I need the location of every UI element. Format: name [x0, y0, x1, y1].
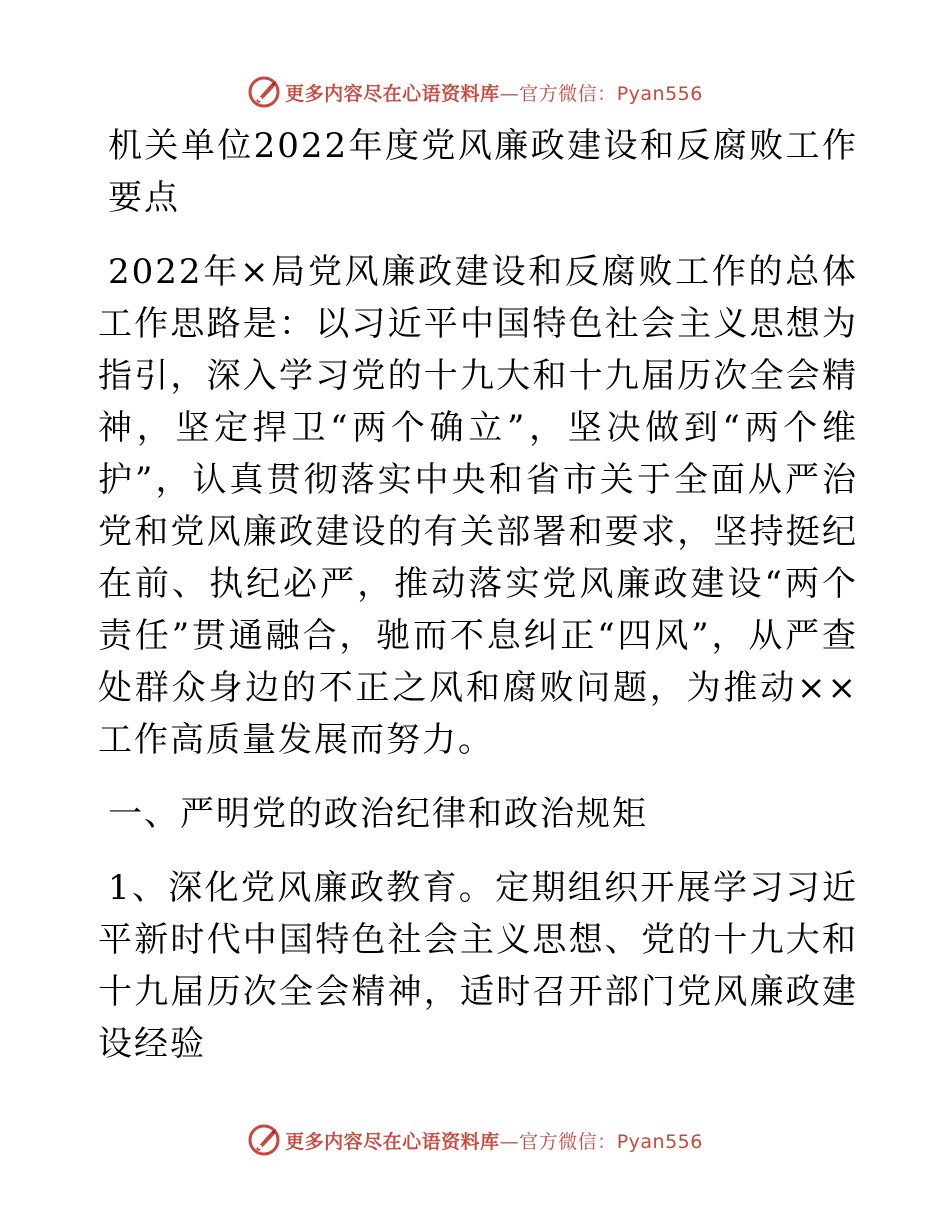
document-title: 机关单位2022年度党风廉政建设和反腐败工作要点: [108, 126, 858, 218]
watermark-banner-top: [0, 70, 950, 114]
quill-pen-logo-icon: [247, 1123, 281, 1157]
document-body: [98, 120, 858, 1070]
intro-paragraph: 2022年×局党风廉政建设和反腐败工作的总体工作思路是：以习近平中国特色社会主义思想为指引，深入学习党的十九大和十九届历次全会精神，坚定捍卫“两个确立”，坚决做到“两个维护”，认真贯彻落实中央和省市关于全面从严治党和党风廉政建设的有关部署和要求，坚持挺纪在前、执纪必严，推动落实党风廉政建设“两个责任”贯通融合，驰而不息纠正“四风”，从严查处群众身边的不正之风和腐败问题，为推动××工作高质量发展而努力。: [98, 252, 858, 760]
watermark-text: 更多内容尽在心语资料库—官方微信：Pyan556: [285, 82, 703, 105]
section-item-paragraph: 1、深化党风廉政教育。定期组织开展学习习近平新时代中国特色社会主义思想、党的十九大和十九届历次全会精神，适时召开部门党风廉政建设经验: [98, 868, 858, 1064]
watermark-banner-bottom: [0, 1118, 950, 1162]
section-heading: 一、严明党的政治纪律和政治规矩: [108, 794, 648, 834]
watermark-text: 更多内容尽在心语资料库—官方微信：Pyan556: [285, 1130, 703, 1153]
quill-pen-logo-icon: [247, 75, 281, 109]
